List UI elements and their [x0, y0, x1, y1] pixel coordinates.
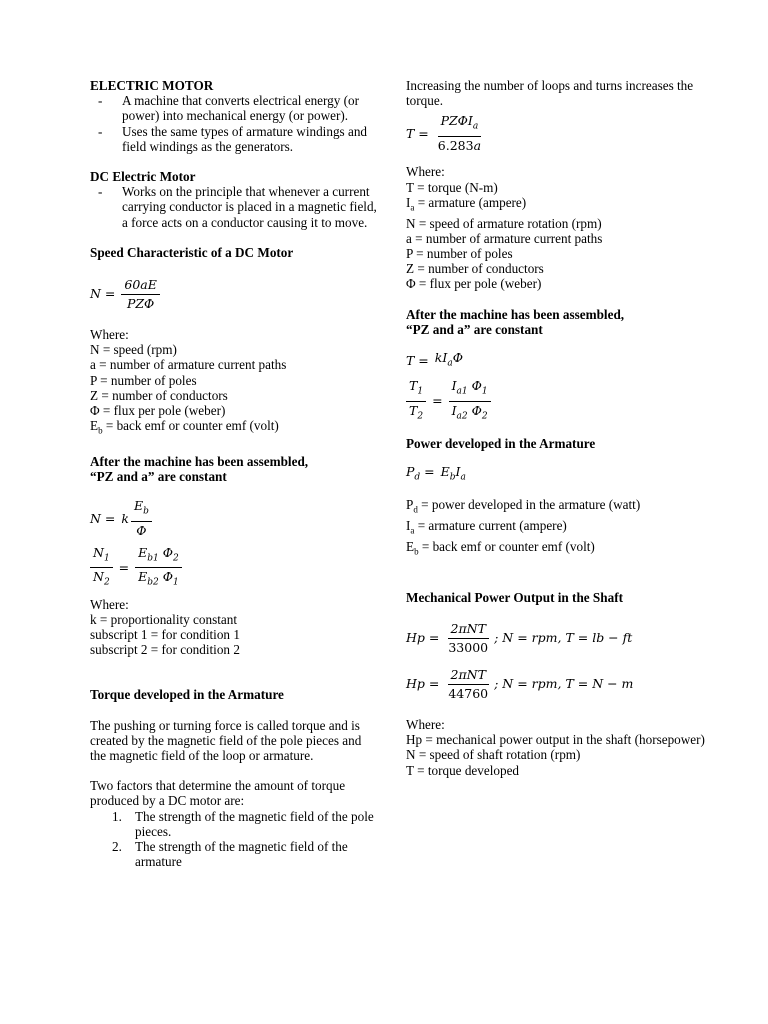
definition-eb: $E_b$ = back emf or counter emf (volt): [90, 418, 279, 436]
where-label: Where:: [90, 596, 129, 612]
speed-ratio-equation: $\frac{N_1}{N_2}$ = $\frac{E_{b1} \Phi_2}{E_{b2} \Phi_1}$: [90, 547, 380, 589]
torque-ratio-equation: $\frac{T_1}{T_2}$ = $\frac{I_{a1} \Phi_1}{I_{a2} \Phi_2}$: [406, 381, 706, 421]
definition: N = speed of armature rotation (rpm): [406, 215, 602, 231]
definition: subscript 2 = for condition 2: [90, 642, 240, 658]
power-equation: $P_d$ = $E_bI_a$: [406, 464, 466, 483]
speed-equation: N = $\frac{60aE}{\text{PZΦ}}$: [90, 274, 380, 314]
heading-assembled-constant: After the machine has been assembled, “PZ and a” are constant: [90, 454, 309, 485]
torque-equation: T = $\frac{PZ\Phi I_a}{6.283a}$: [406, 113, 482, 153]
definition: Φ = flux per pole (weber): [406, 276, 542, 292]
heading-mechanical-power: Mechanical Power Output in the Shaft: [406, 589, 623, 605]
list-item: - Uses the same types of armature windings and field windings as the generators.: [90, 124, 380, 154]
heading-speed-characteristic: Speed Characteristic of a DC Motor: [90, 244, 294, 260]
heading-dc-electric-motor: DC Electric Motor: [90, 169, 196, 185]
torque-factors-list: [90, 809, 380, 870]
definition: T = torque (N-m): [406, 179, 498, 195]
definition-eb: $E_b$ = back emf or counter emf (volt): [406, 538, 595, 557]
where-label: Where:: [90, 327, 129, 343]
left-column: [90, 78, 380, 869]
hp-equation-english: Hp = $\frac{\text{2πNT}}{33000}$ ; N = rpm, T = lb − ft: [406, 620, 633, 655]
definition: a = number of armature current paths: [90, 357, 287, 373]
list-item: - A machine that converts electrical energy (or power) into mechanical energy (or power).: [90, 93, 380, 123]
torque-paragraph: The pushing or turning force is called torque and is created by the magnetic field of the pole pieces and the magnetic field of the loop or armature.: [90, 717, 362, 763]
definition: P = number of poles: [90, 372, 197, 388]
heading-power-armature: Power developed in the Armature: [406, 436, 596, 452]
definition-ia: $I_a$ = armature (ampere): [406, 194, 527, 213]
list-item: - Works on the principle that whenever a current carrying conductor is placed in a magnetic field, a force acts on a conductor causing it to move.: [90, 184, 380, 230]
heading-torque-armature: Torque developed in the Armature: [90, 687, 284, 703]
definition: T = torque developed: [406, 762, 520, 778]
n-k-equation: N = k $\frac{E_b}{\Phi}$: [90, 497, 380, 541]
definition: P = number of poles: [406, 246, 513, 262]
definition-ia: $I_a$ = armature current (ampere): [406, 518, 567, 536]
electric-motor-bullets: [90, 93, 380, 154]
list-item: 1. The strength of the magnetic field of the pole pieces.: [112, 808, 374, 839]
definition: Φ = flux per pole (weber): [90, 403, 226, 419]
where-label: Where:: [406, 717, 445, 733]
right-column: [406, 78, 706, 778]
definition: N = speed of shaft rotation (rpm): [406, 747, 581, 763]
definition: Z = number of conductors: [90, 387, 228, 403]
definition: a = number of armature current paths: [406, 230, 603, 246]
where-label: Where:: [406, 164, 445, 180]
dc-motor-bullets: [90, 184, 380, 230]
definition: Z = number of conductors: [406, 261, 544, 277]
hp-equation-si: Hp = $\frac{\text{2πNT}}{44760}$ ; N = rpm, T = N − m: [406, 666, 634, 701]
definition: subscript 1 = for condition 1: [90, 626, 240, 642]
definition: Hp = mechanical power output in the shaft (horsepower): [406, 732, 705, 748]
definition: k = proportionality constant: [90, 611, 237, 627]
heading-electric-motor: ELECTRIC MOTOR: [90, 78, 214, 93]
torque-factors-intro: Two factors that determine the amount of torque produced by a DC motor are:: [90, 778, 346, 809]
definition: N = speed (rpm): [90, 342, 177, 358]
torque-k-equation: T = $kI_a\Phi$: [406, 350, 463, 369]
heading-assembled-constant-right: After the machine has been assembled, “PZ and a” are constant: [406, 306, 625, 337]
torque-intro: Increasing the number of loops and turns increases the torque.: [406, 78, 694, 109]
definition-pd: $P_d$ = power developed in the armature (watt): [406, 497, 641, 515]
list-item: 2. The strength of the magnetic field of the armature: [112, 838, 348, 870]
